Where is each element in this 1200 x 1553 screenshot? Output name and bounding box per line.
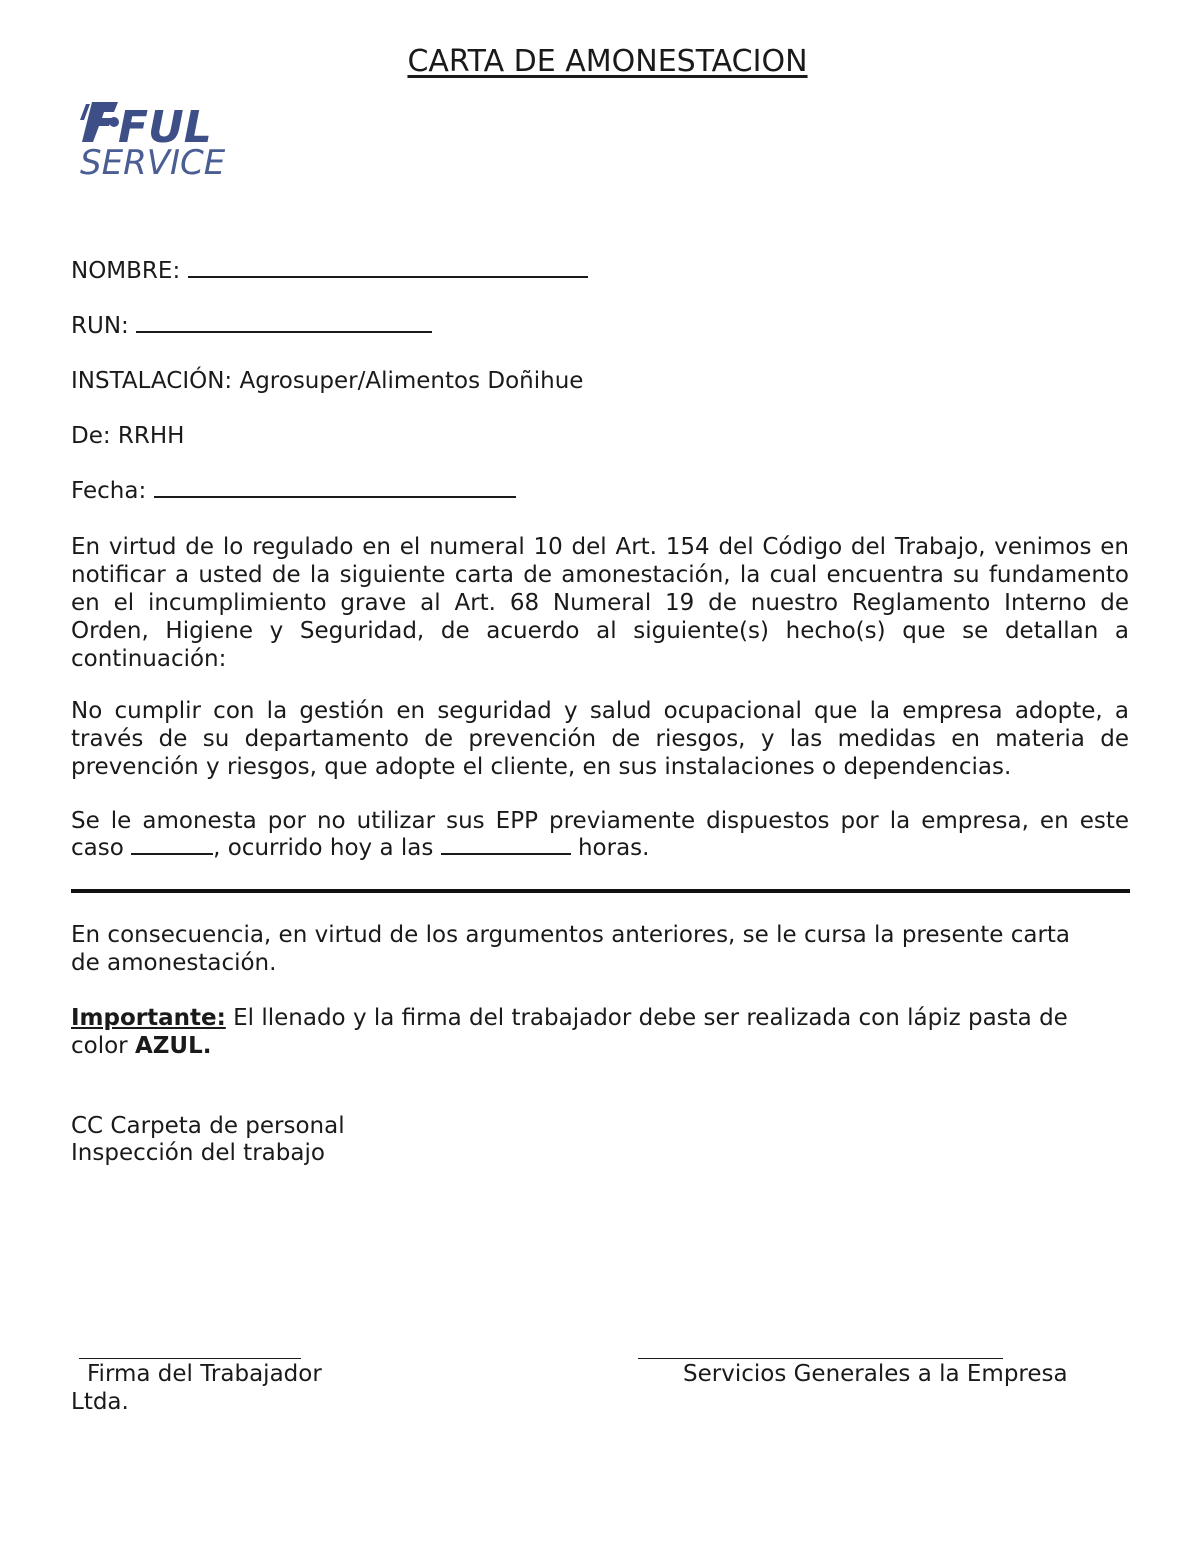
worker-signature-line[interactable]: [79, 1358, 301, 1359]
cc-line1: CC Carpeta de personal: [71, 1113, 345, 1139]
run-label: RUN:: [71, 313, 129, 339]
run-field: [71, 313, 432, 339]
nombre-field: [71, 258, 588, 284]
ocurrido-label: , ocurrido hoy a las: [213, 835, 434, 861]
worker-signature-label: Firma del Trabajador: [87, 1361, 322, 1387]
nombre-blank[interactable]: [188, 258, 588, 278]
important-label: Importante:: [71, 1005, 226, 1031]
paragraph-consequence: En consecuencia, en virtud de los argumentos anteriores, se le cursa la presente carta de amonestación.: [71, 922, 1071, 976]
de-line: De: RRHH: [71, 423, 185, 449]
fecha-blank[interactable]: [154, 478, 516, 498]
company-signature-line[interactable]: [638, 1358, 1003, 1359]
paragraph-legal-basis: En virtud de lo regulado en el numeral 10 del Art. 154 del Código del Trabajo, venimos en notificar a usted de la siguiente carta de amonestación, la cual encuentra su fundamento en el incumplimiento grave al Art. 68 Numeral 19 de nuestro Reglamento Interno de Orden, Higiene y Seguridad, de acuerdo al siguiente(s) hecho(s) que se detallan a continuación:: [71, 534, 1129, 672]
important-note: [71, 1004, 1101, 1060]
ful-service-logo: [78, 96, 248, 180]
logo-text-service: SERVICE: [80, 143, 226, 180]
cc-line2: Inspección del trabajo: [71, 1140, 325, 1166]
section-divider: [71, 889, 1130, 893]
important-text: El llenado y la firma del trabajador debe ser realizada con lápiz pasta de color: [71, 1005, 1068, 1059]
instalacion-line: INSTALACIÓN: Agrosuper/Alimentos Doñihue: [71, 368, 584, 394]
nombre-label: NOMBRE:: [71, 258, 181, 284]
horas-label: horas.: [577, 835, 650, 861]
company-suffix: Ltda.: [71, 1389, 129, 1415]
logo-text-ful: FUL: [118, 102, 212, 153]
paragraph-epp-line1: Se le amonesta por no utilizar sus EPP previamente dispuestos por la empresa, en este: [71, 808, 1129, 834]
run-blank[interactable]: [136, 313, 432, 333]
company-signature-label: Servicios Generales a la Empresa: [683, 1361, 1068, 1387]
fecha-field: [71, 478, 516, 504]
hora-blank[interactable]: [441, 835, 571, 855]
document-title: CARTA DE AMONESTACION: [407, 44, 808, 79]
caso-label: caso: [71, 835, 124, 861]
caso-blank[interactable]: [131, 835, 213, 855]
important-emphasis: AZUL.: [134, 1033, 212, 1059]
paragraph-epp-line2: [71, 835, 649, 861]
fecha-label: Fecha:: [71, 478, 147, 504]
paragraph-infraction: No cumplir con la gestión en seguridad y salud ocupacional que la empresa adopte, a través de su departamento de prevención de riesgos, y las medidas en materia de prevención y riesgos, que adopte el cliente, en sus instalaciones o dependencias.: [71, 698, 1129, 780]
